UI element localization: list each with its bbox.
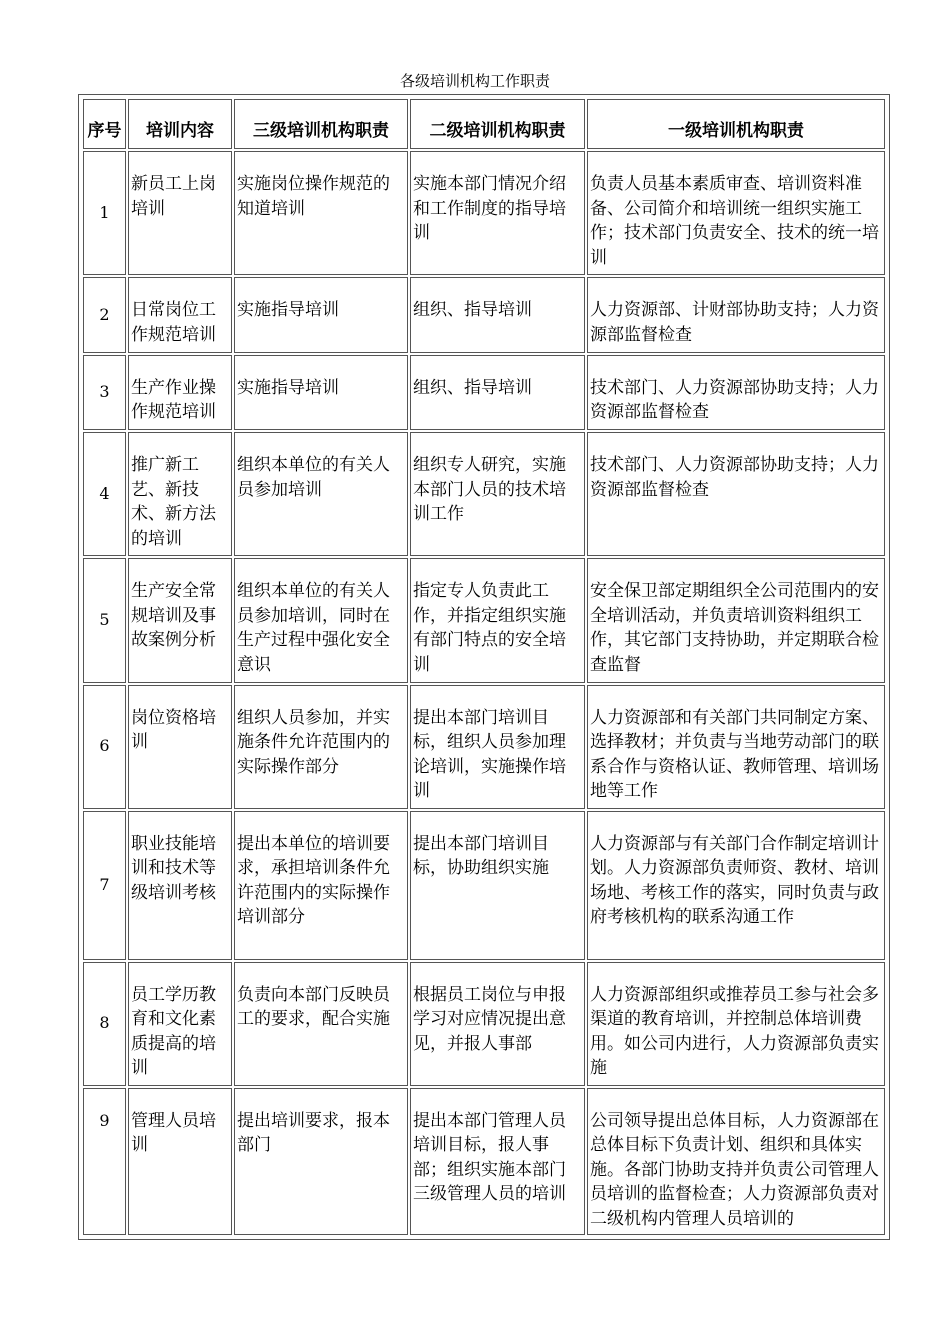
level3-duty: 组织本单位的有关人员参加培训 [234,432,408,556]
training-content: 生产作业操作规范培训 [128,355,232,430]
table-row [83,685,885,809]
training-content: 岗位资格培训 [128,685,232,809]
level2-duty: 提出本部门培训目标，组织人员参加理论培训，实施操作培训 [410,685,585,809]
level1-duty: 技术部门、人力资源部协助支持；人力资源部监督检查 [587,355,885,430]
level1-duty: 人力资源部、计财部协助支持；人力资源部监督检查 [587,277,885,352]
header-level2: 二级培训机构职责 [410,99,585,149]
level3-duty: 提出培训要求，报本部门 [234,1088,408,1235]
training-content: 新员工上岗培训 [128,151,232,275]
level2-duty: 组织、指导培训 [410,277,585,352]
level3-duty: 实施岗位操作规范的知道培训 [234,151,408,275]
row-number: 3 [83,355,126,430]
level3-duty: 负责向本部门反映员工的要求，配合实施 [234,962,408,1086]
table-row [83,962,885,1086]
table-row [83,432,885,556]
row-number: 9 [83,1088,126,1235]
header-level1: 一级培训机构职责 [587,99,885,149]
training-content: 管理人员培训 [128,1088,232,1235]
row-number: 8 [83,962,126,1086]
level2-duty: 指定专人负责此工作，并指定组织实施有部门特点的安全培训 [410,558,585,682]
level3-duty: 组织人员参加，并实施条件允许范围内的实际操作部分 [234,685,408,809]
level1-duty: 技术部门、人力资源部协助支持；人力资源部监督检查 [587,432,885,556]
level3-duty: 实施指导培训 [234,355,408,430]
level1-duty: 公司领导提出总体目标，人力资源部在总体目标下负责计划、组织和具体实施。各部门协助支持并负责公司管理人员培训的监督检查；人力资源部负责对二级机构内管理人员培训的 [587,1088,885,1235]
table-row [83,151,885,275]
level2-duty: 提出本部门管理人员培训目标，报人事部；组织实施本部门三级管理人员的培训 [410,1088,585,1235]
row-number: 6 [83,685,126,809]
header-number: 序号 [83,99,126,149]
row-number: 7 [83,811,126,960]
row-number: 4 [83,432,126,556]
training-content: 职业技能培训和技术等级培训考核 [128,811,232,960]
row-number: 1 [83,151,126,275]
level1-duty: 人力资源部和有关部门共同制定方案、选择教材；并负责与当地劳动部门的联系合作与资格认证、教师管理、培训场地等工作 [587,685,885,809]
document-title: 各级培训机构工作职责 [399,72,550,90]
responsibility-table [81,97,887,1237]
level2-duty: 组织、指导培训 [410,355,585,430]
training-content: 推广新工艺、新技术、新方法的培训 [128,432,232,556]
level3-duty: 提出本单位的培训要求，承担培训条件允许范围内的实际操作培训部分 [234,811,408,960]
header-row [83,99,885,149]
table-row [83,277,885,352]
header-level3: 三级培训机构职责 [234,99,408,149]
level3-duty: 组织本单位的有关人员参加培训，同时在生产过程中强化安全意识 [234,558,408,682]
table-row [83,558,885,682]
header-content: 培训内容 [128,99,232,149]
level3-duty: 实施指导培训 [234,277,408,352]
level1-duty: 负责人员基本素质审查、培训资料准备、公司简介和培训统一组织实施工作；技术部门负责安全、技术的统一培训 [587,151,885,275]
level2-duty: 根据员工岗位与申报学习对应情况提出意见，并报人事部 [410,962,585,1086]
level1-duty: 人力资源部与有关部门合作制定培训计划。人力资源部负责师资、教材、培训场地、考核工作的落实，同时负责与政府考核机构的联系沟通工作 [587,811,885,960]
level2-duty: 实施本部门情况介绍和工作制度的指导培训 [410,151,585,275]
row-number: 2 [83,277,126,352]
level1-duty: 安全保卫部定期组织全公司范围内的安全培训活动，并负责培训资料组织工作，其它部门支持协助，并定期联合检查监督 [587,558,885,682]
table-row [83,1088,885,1235]
level1-duty: 人力资源部组织或推荐员工参与社会多渠道的教育培训，并控制总体培训费用。如公司内进行，人力资源部负责实施 [587,962,885,1086]
training-content: 生产安全常规培训及事故案例分析 [128,558,232,682]
level2-duty: 组织专人研究，实施本部门人员的技术培训工作 [410,432,585,556]
level2-duty: 提出本部门培训目标，协助组织实施 [410,811,585,960]
table-row [83,355,885,430]
training-content: 日常岗位工作规范培训 [128,277,232,352]
row-number: 5 [83,558,126,682]
responsibility-table-frame [78,94,890,1240]
table-row [83,811,885,960]
training-content: 员工学历教育和文化素质提高的培训 [128,962,232,1086]
